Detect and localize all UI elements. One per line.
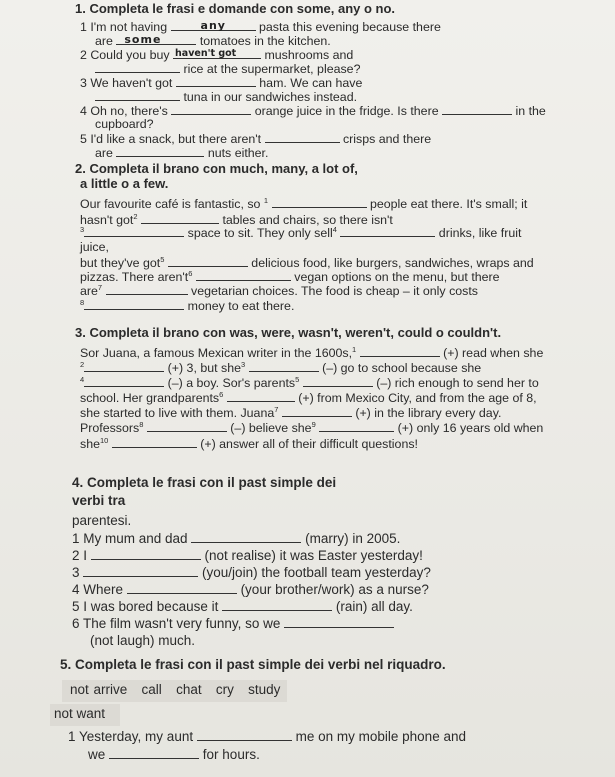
ex1-line-8: cupboard? <box>95 117 154 131</box>
word-option: not want <box>54 706 106 721</box>
ex1-line-7: 4 Oh no, there's orange juice in the fridge. Is there in the <box>80 104 546 118</box>
ex3-blank-5[interactable] <box>303 375 373 387</box>
exercise-2-title: 2. Completa il brano con much, many, a lot of, <box>75 161 358 176</box>
ex1-line-1: 1 I'm not having any pasta this evening because there <box>80 19 441 34</box>
ex3-line-7: she$^{10}$ (+) answer all of their difficult questions! <box>80 435 418 451</box>
ex1-line-6: tuna in our sandwiches instead. <box>95 89 357 104</box>
ex3-blank-4[interactable] <box>84 375 164 387</box>
exercise-4-title: 4. Completa le frasi con il past simple dei <box>72 475 337 490</box>
word-option: chat <box>176 682 202 697</box>
ex3-blank-2[interactable] <box>84 360 164 372</box>
word-box-list <box>70 683 280 697</box>
word-option: call <box>141 682 162 697</box>
ex2-line-2: hasn't got$^2$ tables and chairs, so there isn't <box>80 211 393 227</box>
ex3-line-6: Professors$^8$ (–) believe she$^9$ (+) only 16 years old when <box>80 419 544 435</box>
ex2-blank-4[interactable] <box>340 225 435 237</box>
ex1-blank-5[interactable] <box>176 75 256 87</box>
ex2-blank-7[interactable] <box>106 283 188 295</box>
ex3-blank-9[interactable] <box>319 420 394 432</box>
ex2-line-8: $^8$ money to eat there. <box>80 297 295 313</box>
ex5-sentence-1: 1 Yesterday, my aunt me on my mobile phone and <box>68 729 466 744</box>
word-option: cry <box>215 682 234 697</box>
ex4-blank-6[interactable] <box>284 616 394 628</box>
ex5-blank-2[interactable] <box>109 747 199 759</box>
ex2-blank-6[interactable] <box>196 269 291 281</box>
ex4-sentence-3: 3 (you/join) the football team yesterday? <box>72 565 431 580</box>
ex1-line-10: are nuts either. <box>95 146 269 160</box>
ex1-line-9: 5 I'd like a snack, but there aren't crisps and there <box>80 132 432 146</box>
ex4-sentence-4: 4 Where (your brother/work) as a nurse? <box>72 582 429 597</box>
ex3-line-3: $^4$ (–) a boy. Sor's parents$^5$ (–) rich enough to send her to <box>80 374 539 390</box>
exercise-5-title: 5. Completa le frasi con il past simple dei verbi nel riquadro. <box>60 657 446 672</box>
ex3-line-5: she started to live with them. Juana$^7$ (+) in the library every day. <box>80 404 502 420</box>
ex3-blank-7[interactable] <box>282 405 352 417</box>
ex1-blank-6[interactable] <box>95 89 180 101</box>
ex4-blank-3[interactable] <box>83 565 198 577</box>
ex1-line-2: are some tomatoes in the kitchen. <box>95 33 331 48</box>
ex2-blank-8[interactable] <box>84 298 184 310</box>
ex1-blank-4[interactable] <box>95 61 180 73</box>
ex2-line-1: Our favourite café is fantastic, so $^1$ people eat there. It's small; it <box>80 195 528 211</box>
ex2-blank-1[interactable] <box>272 196 367 208</box>
exercise-1-title: 1. Completa le frasi e domande con some, any o no. <box>75 1 396 16</box>
ex1-line-5: 3 We haven't got ham. We can have <box>80 76 363 90</box>
ex2-line-4: juice, <box>80 240 109 254</box>
ex2-blank-5[interactable] <box>168 255 248 267</box>
ex4-sentence-6-cont: (not laugh) much. <box>90 633 196 648</box>
ex2-blank-3[interactable] <box>84 225 184 237</box>
ex4-sentence-2: 2 I (not realise) it was Easter yesterday! <box>72 548 423 563</box>
ex1-blank-9[interactable] <box>265 131 340 143</box>
ex4-sentence-1: 1 My mum and dad (marry) in 2005. <box>72 531 401 546</box>
ex1-line-3: 2 Could you buy haven't got mushrooms and <box>80 48 354 62</box>
ex3-line-2: $^2$ (+) 3, but she$^3$ (–) go to school because she <box>80 359 482 375</box>
ex3-blank-6[interactable] <box>227 390 295 402</box>
ex4-blank-1[interactable] <box>191 531 301 543</box>
ex1-blank-8[interactable] <box>442 103 512 115</box>
word-option: not arrive <box>70 682 128 697</box>
ex4-blank-5[interactable] <box>222 599 332 611</box>
ex3-blank-8[interactable] <box>147 420 227 432</box>
exercise-2-title-line-2: a little o a few. <box>80 176 169 191</box>
handwritten-answer: haven't got <box>175 48 237 59</box>
ex2-line-7: are$^7$ vegetarian choices. The food is cheap – it only costs <box>80 282 478 298</box>
word-option: study <box>248 682 281 697</box>
ex3-blank-10[interactable] <box>112 436 197 448</box>
ex5-blank-1[interactable] <box>197 729 292 741</box>
exercise-3-title: 3. Completa il brano con was, were, wasn't, weren't, could o couldn't. <box>75 325 502 340</box>
ex2-blank-2[interactable] <box>141 212 219 224</box>
ex3-blank-3[interactable] <box>249 360 319 372</box>
ex4-sentence-5: 5 I was bored because it (rain) all day. <box>72 599 413 614</box>
ex4-blank-4[interactable] <box>127 582 237 594</box>
exercise-4-title-line-3: parentesi. <box>72 513 132 528</box>
ex2-line-3: $^3$ space to sit. They only sell$^4$ drinks, like fruit <box>80 224 522 240</box>
ex3-line-1: Sor Juana, a famous Mexican writer in the 1600s,$^1$ (+) read when she <box>80 344 544 360</box>
exercise-4-title-line-2: verbi tra <box>72 493 126 508</box>
handwritten-answer: some <box>124 33 162 46</box>
ex2-line-5: but they've got$^5$ delicious food, like burgers, sandwiches, wraps and <box>80 254 534 270</box>
ex1-line-4: rice at the supermarket, please? <box>95 61 360 76</box>
ex2-line-6: pizzas. There $aren't^6$ vegan options on the menu, but there <box>80 268 500 284</box>
ex4-blank-2[interactable] <box>91 548 201 560</box>
ex1-blank-10[interactable] <box>116 145 204 157</box>
ex5-sentence-1-cont: we for hours. <box>88 747 260 762</box>
ex4-sentence-6: 6 The film wasn't very funny, so we <box>72 616 394 631</box>
ex3-blank-1[interactable] <box>360 345 440 357</box>
ex3-line-4: school. Her grandparents$^6$ (+) from Mexico City, and from the age of 8, <box>80 389 537 405</box>
handwritten-answer: any <box>200 19 226 32</box>
ex1-blank-7[interactable] <box>171 103 251 115</box>
